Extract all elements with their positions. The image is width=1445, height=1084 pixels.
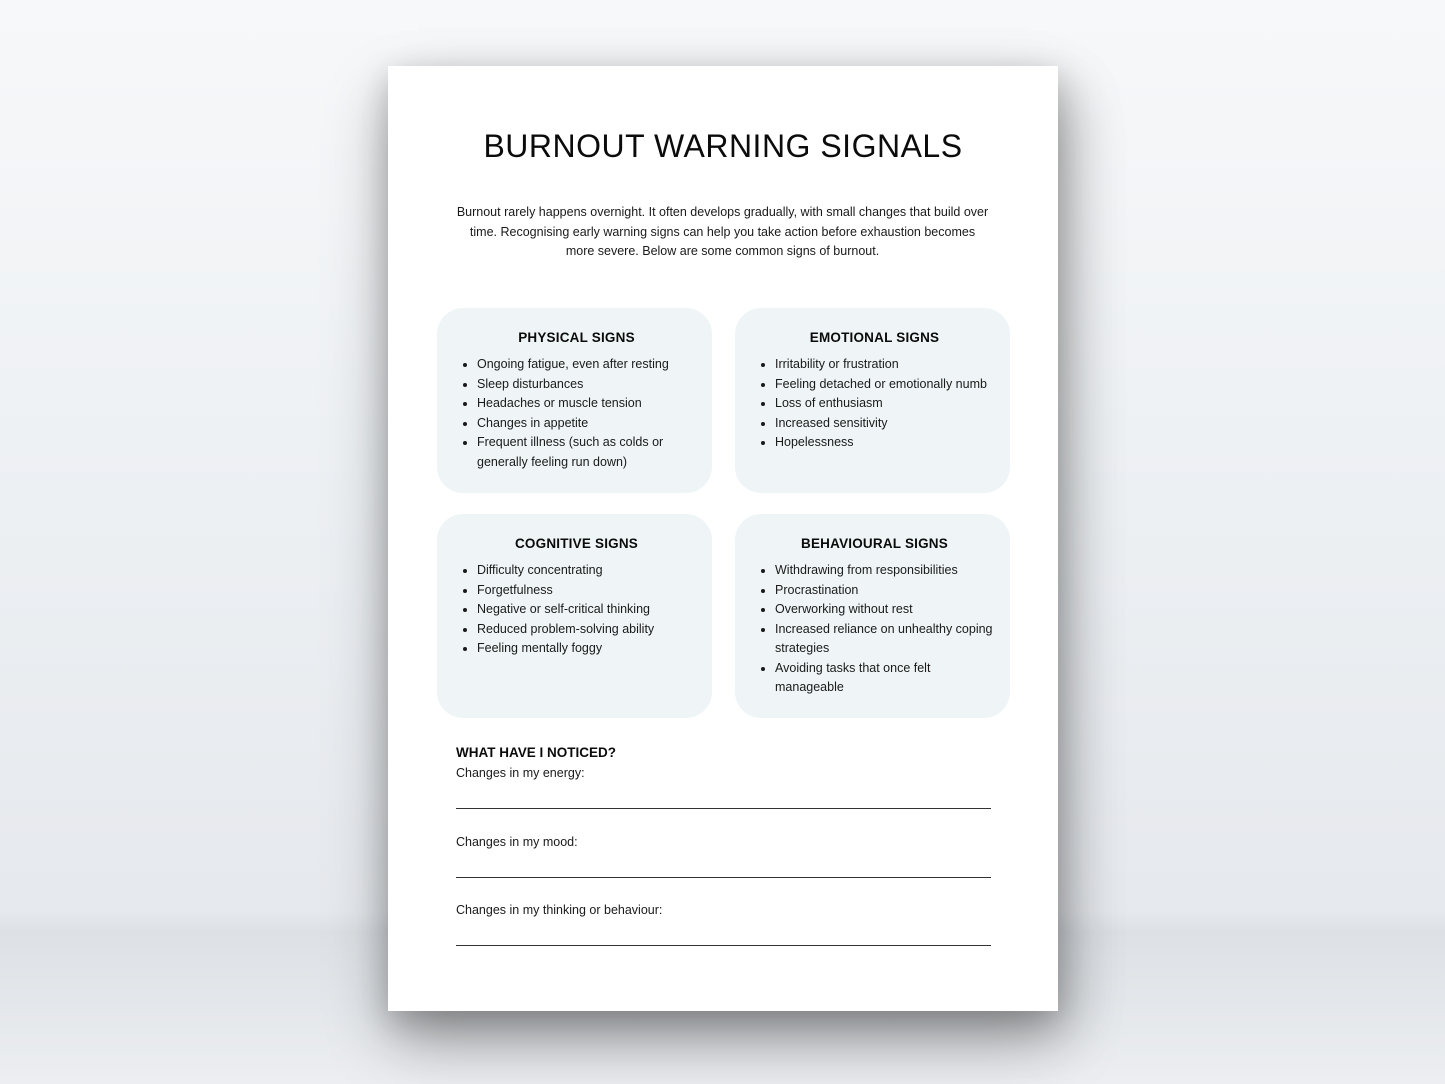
list-item: • Overworking without rest [775, 600, 994, 620]
intro-paragraph: Burnout rarely happens overnight. It often develops gradually, with small changes that build over time. Recognising early warning signs can help you take action before exhaustion becomes more severe. Below are some common signs of burnout. [456, 205, 989, 258]
cognitive-signs-heading: COGNITIVE SIGNS [514, 536, 639, 551]
physical-signs-list [457, 355, 696, 472]
physical-signs-card [437, 308, 712, 493]
list-item: • Increased sensitivity [775, 414, 994, 434]
list-item: • Feeling detached or emotionally numb [775, 375, 994, 395]
list-item: • Hopelessness [775, 433, 994, 453]
list-item: • Changes in appetite [477, 414, 696, 434]
list-item: • Headaches or muscle tension [477, 394, 696, 414]
worksheet-page [388, 66, 1058, 1011]
list-item: • Increased reliance on unhealthy coping strategies [775, 620, 994, 659]
behavioural-signs-heading: BEHAVIOURAL SIGNS [801, 536, 948, 551]
list-item: • Withdrawing from responsibilities [775, 561, 994, 581]
list-item: • Frequent illness (such as colds or generally feeling run down) [477, 433, 696, 472]
list-item: • Avoiding tasks that once felt manageable [775, 659, 994, 698]
list-item: • Forgetfulness [477, 581, 696, 601]
mood-field[interactable] [456, 857, 991, 878]
behavioural-signs-card [735, 514, 1010, 718]
cognitive-signs-list [457, 561, 696, 659]
emotional-signs-card [735, 308, 1010, 493]
physical-signs-heading: PHYSICAL SIGNS [518, 330, 635, 345]
mood-label: Changes in my mood: [456, 835, 578, 849]
emotional-signs-list [755, 355, 994, 453]
page-title: BURNOUT WARNING SIGNALS [483, 128, 963, 164]
list-item: • Loss of enthusiasm [775, 394, 994, 414]
energy-field[interactable] [456, 788, 991, 809]
thinking-behaviour-label: Changes in my thinking or behaviour: [456, 903, 663, 917]
list-item: • Sleep disturbances [477, 375, 696, 395]
list-item: • Difficulty concentrating [477, 561, 696, 581]
emotional-signs-heading: EMOTIONAL SIGNS [809, 330, 940, 345]
list-item: • Negative or self-critical thinking [477, 600, 696, 620]
list-item: • Reduced problem-solving ability [477, 620, 696, 640]
list-item: • Feeling mentally foggy [477, 639, 696, 659]
thinking-behaviour-field[interactable] [456, 925, 991, 946]
energy-label: Changes in my energy: [456, 766, 585, 780]
list-item: • Procrastination [775, 581, 994, 601]
what-have-i-noticed-heading: WHAT HAVE I NOTICED? [456, 745, 616, 760]
list-item: • Irritability or frustration [775, 355, 994, 375]
behavioural-signs-list [755, 561, 994, 698]
cognitive-signs-card [437, 514, 712, 718]
list-item: • Ongoing fatigue, even after resting [477, 355, 696, 375]
